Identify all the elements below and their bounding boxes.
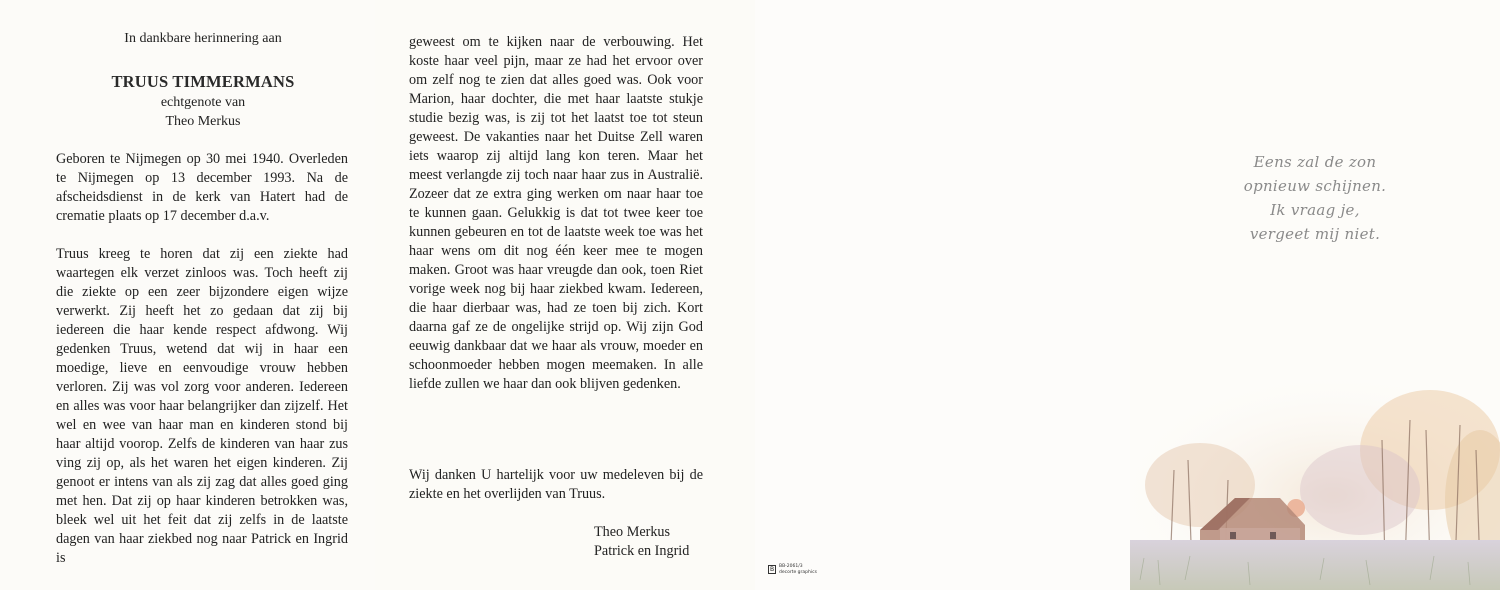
panel-left [0,0,375,590]
poem-line: Ik vraag je, [1270,201,1360,219]
paragraph-dates: Geboren te Nijmegen op 30 mei 1940. Overleden te Nijmegen op 13 december 1993. Na de afscheidsdienst in de kerk van Hatert had de crematie plaats op 17 december d.a.v. [56,151,348,224]
printer-logo [768,563,817,577]
deceased-name: TRUUS TIMMERMANS [111,72,295,91]
poem-line: vergeet mij niet. [1249,225,1381,243]
spouse-relation: echtgenote van [160,95,246,110]
panel-right [1130,0,1500,590]
spouse-name: Theo Merkus [165,114,241,129]
landscape-painting [1130,380,1500,590]
printer-code: BB-2061/3 [779,564,803,569]
panel-center-right [755,0,1130,590]
printer-name: decorte graphics [779,570,817,575]
paragraph-biography-continued: geweest om te kijken naar de verbouwing. Het koste haar veel pijn, maar ze had het ervoor over om zelf nog te zien dat alles goed was. Ook voor Marion, haar dochter, die met haar laatste stukje studie bezig was, is zij tot het laatst toe tot steun geweest. De vakanties naar het Duitse Zell waren iets waarop zij altijd lang kon teren. Maar het meest verlangde zij toch naar haar zus in Australië. Zozeer dat ze extra ging werken om naar haar toe te kunnen gaan. Gelukkig is dat tot twee keer toe kunnen gebeuren en tot de laatste week toe was het haar wens om dit nog één keer mee te mogen maken. Groot was haar vreugde dan ook, toen Riet vorige week nog bij haar ziekbed kwam. Iedereen, die haar dierbaar was, had ze toen bij zich. Kort daarna gaf ze de ongelijke strijd op. Wij zijn God eeuwig dankbaar dat we haar als vrouw, moeder en schoonmoeder hebben mogen meemaken. In alle liefde zullen we haar dan ook blijven gedenken. [409,34,703,392]
signature-line: Theo Merkus [594,524,671,540]
panel-center-left [375,0,755,590]
poem-line: Eens zal de zon [1253,153,1377,171]
poem-line: opnieuw schijnen. [1243,177,1387,195]
intro-line: In dankbare herinnering aan [124,31,282,46]
printer-logo-icon: B [769,566,775,573]
paragraph-biography: Truus kreeg te horen dat zij een ziekte had waartegen elk verzet zinloos was. Toch heeft zij die ziekte op een zeer bijzondere eigen wijze verwerkt. Zij heeft het zo gedaan dat zij bij iedereen die haar kende respect afdwong. Wij gedenken Truus, wetend dat wij in haar een moedige, lieve en eenvoudige vrouw hebben verloren. Zij was vol zorg voor anderen. Iedereen en alles was voor haar belangrijker dan zijzelf. Het wel en wee van haar man en kinderen stond bij haar altijd voorop. Zelfs de kinderen van haar zus ving zij op, als het waren het eigen kinderen. Zij genoot er intens van als zij zag dat alles goed ging met hen. Dat zij op haar kinderen betrokken was, bleek wel uit het feit dat zij zelfs in de laatste dagen van haar ziekbed nog naar Patrick en Ingrid is [56,246,348,566]
poem [1230,150,1400,246]
paragraph-thanks: Wij danken U hartelijk voor uw medeleven bij de ziekte en het overlijden van Truus. [409,467,703,502]
signature-line: Patrick en Ingrid [594,543,690,559]
